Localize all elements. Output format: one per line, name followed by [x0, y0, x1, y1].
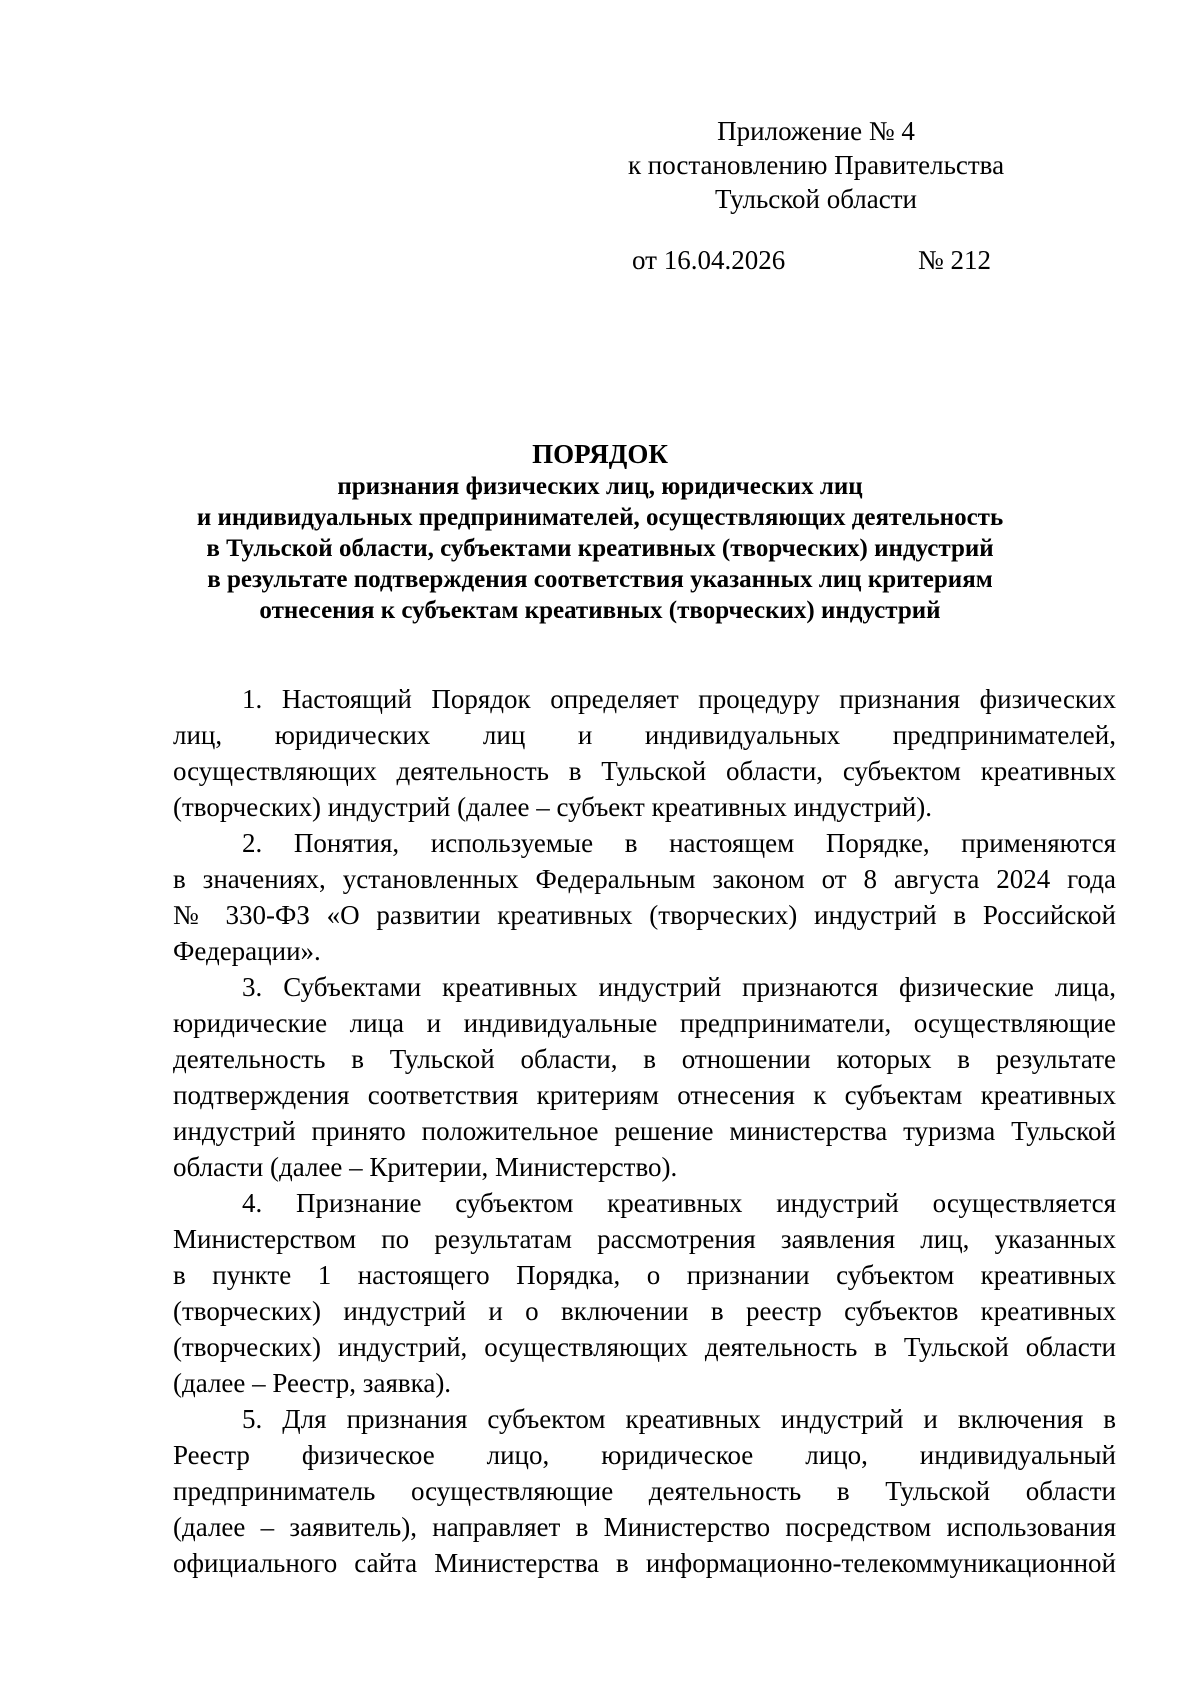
- paragraph-3-line: индустрий принято положительное решение министерства туризма Тульской: [173, 1116, 1116, 1146]
- paragraph-4-line: в пункте 1 настоящего Порядка, о признании субъектом креативных: [173, 1260, 1116, 1290]
- paragraph-5-line: Реестр физическое лицо, юридическое лицо, индивидуальный: [173, 1440, 1116, 1470]
- heading-line: в результате подтверждения соответствия указанных лиц критериям: [207, 566, 993, 593]
- resolution-number: № 212: [918, 245, 992, 275]
- heading-line: в Тульской области, субъектами креативных (творческих) индустрий: [206, 535, 994, 562]
- paragraph-5-line: 5. Для признания субъектом креативных индустрий и включения в: [242, 1404, 1116, 1434]
- paragraph-3-line: подтверждения соответствия критериям отнесения к субъектам креативных: [173, 1080, 1116, 1110]
- paragraph-1-line: (творческих) индустрий (далее – субъект креативных индустрий).: [173, 792, 933, 822]
- paragraph-3-line: области (далее – Критерии, Министерство).: [173, 1152, 678, 1182]
- paragraph-3-line: юридические лица и индивидуальные предприниматели, осуществляющие: [173, 1008, 1116, 1038]
- document-heading: [150, 437, 1050, 626]
- paragraph-3-line: 3. Субъектами креативных индустрий признаются физические лица,: [242, 972, 1116, 1002]
- paragraph-2-line: 2. Понятия, используемые в настоящем Порядке, применяются: [242, 828, 1116, 858]
- document-title: ПОРЯДОК: [532, 439, 668, 469]
- paragraph-4-line: 4. Признание субъектом креативных индустрий осуществляется: [242, 1188, 1116, 1218]
- paragraph-5-line: официального сайта Министерства в информационно-телекоммуникационной: [173, 1548, 1116, 1578]
- heading-line: отнесения к субъектам креативных (творческих) индустрий: [259, 597, 941, 624]
- resolution-date: от 16.04.2026: [632, 245, 786, 275]
- paragraph-4-line: Министерством по результатам рассмотрения заявления лиц, указанных: [173, 1224, 1116, 1254]
- heading-line: и индивидуальных предпринимателей, осуществляющих деятельность: [196, 504, 1004, 531]
- paragraph-2-line: Федерации».: [173, 936, 321, 966]
- paragraph-5-line: (далее – заявитель), направляет в Министерство посредством использования: [173, 1512, 1116, 1542]
- paragraph-1-line: лиц, юридических лиц и индивидуальных предпринимателей,: [173, 720, 1116, 750]
- appendix-reference: к постановлению Правительства: [627, 150, 1005, 180]
- paragraph-4-line: (творческих) индустрий и о включении в реестр субъектов креативных: [173, 1296, 1116, 1326]
- paragraph-1-line: 1. Настоящий Порядок определяет процедуру признания физических: [242, 684, 1116, 714]
- appendix-region: Тульской области: [715, 184, 917, 214]
- paragraph-2-line: № 330-ФЗ «О развитии креативных (творческих) индустрий в Российской: [173, 900, 1116, 930]
- paragraph-2-line: в значениях, установленных Федеральным законом от 8 августа 2024 года: [173, 864, 1116, 894]
- paragraph-3-line: деятельность в Тульской области, в отношении которых в результате: [173, 1044, 1116, 1074]
- paragraph-4-line: (творческих) индустрий, осуществляющих деятельность в Тульской области: [173, 1332, 1116, 1362]
- appendix-title: Приложение № 4: [717, 116, 915, 146]
- heading-line: признания физических лиц, юридических лиц: [337, 473, 863, 500]
- paragraph-1-line: осуществляющих деятельность в Тульской области, субъектом креативных: [173, 756, 1116, 786]
- paragraph-4-line: (далее – Реестр, заявка).: [173, 1368, 452, 1398]
- paragraph-5-line: предприниматель осуществляющие деятельность в Тульской области: [173, 1476, 1116, 1506]
- appendix-header: [600, 114, 1032, 216]
